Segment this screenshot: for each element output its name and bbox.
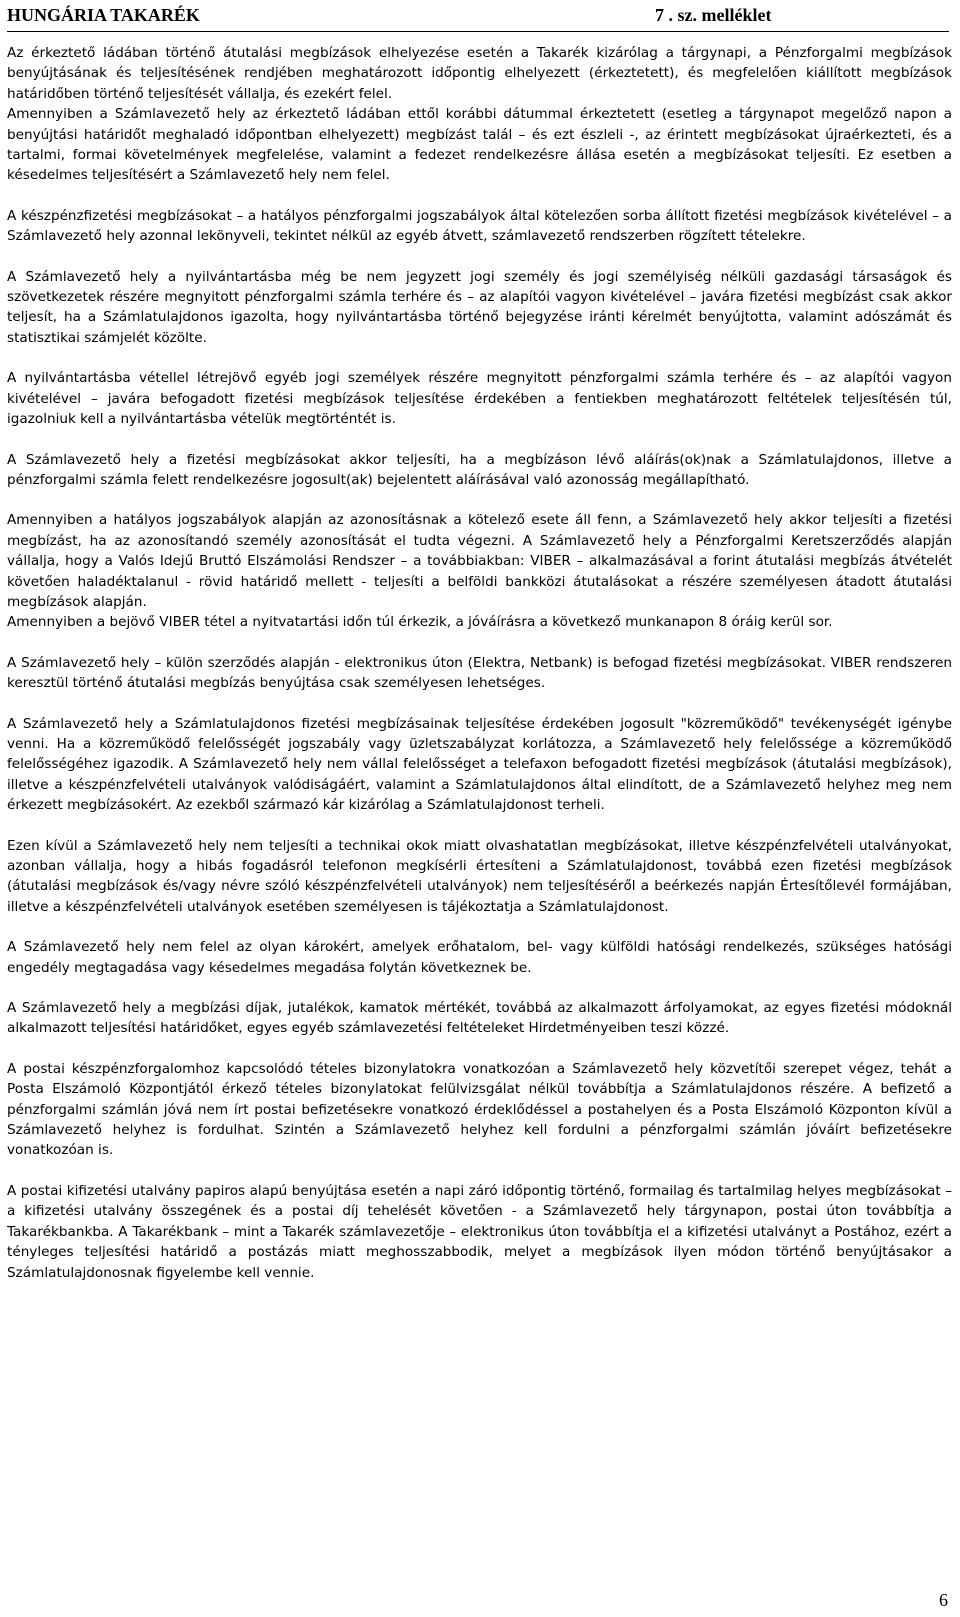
header-attachment-label: 7 . sz. melléklet (655, 5, 772, 25)
paragraph: A készpénzfizetési megbízásokat – a hatályos pénzforgalmi jogszabályok által kötelezően sorba állított fizetési megbízások kivételével – a Számlavezető hely azonnal lekönyveli, tekintet nélkül az egyéb átvett, számlavezető rendszerben rögzített tételekre. (7, 207, 952, 245)
page-number: 6 (939, 1590, 948, 1610)
paragraph: Amennyiben a bejövő VIBER tétel a nyitvatartási időn túl érkezik, a jóváírásra a következő munkanapon 8 óráig kerül sor. (7, 614, 833, 631)
paragraph: A Számlavezető hely a nyilvántartásba még be nem jegyzett jogi személy és jogi személyiség nélküli gazdasági társaságok és szövetkezetek részére megnyitott pénzforgalmi számla terhére és – az alapítói vagyon kivételével – javára fizetési megbízást csak akkor teljesít, ha a Számlatulajdonos igazolta, hogy nyilvántartásba történő bejegyzése iránti kérelmét benyújtotta, valamint adószámát és statisztikai számjelét közölte. (7, 268, 952, 346)
paragraph: Az érkeztető ládában történő átutalási megbízások elhelyezése esetén a Takarék kizárólag a tárgynapi, a Pénzforgalmi megbízások benyújtásának és teljesítésének rendjében meghatározott időpontig elhelyezett (érkeztetett), és megfelelően kiállított megbízások határidőben történő teljesítését vállalja, és ezekért felel. (7, 45, 952, 102)
header-bank-name: HUNGÁRIA TAKARÉK (7, 5, 200, 25)
paragraph: A postai készpénzforgalomhoz kapcsolódó tételes bizonylatokra vonatkozóan a Számlavezető hely közvetítői szerepet végez, tehát a Posta Elszámoló Központjától érkező tételes bizonylatokat felülvizsgálat nélkül továbbítja a Számlatulajdonos részére. A befizető a pénzforgalmi számlán jóvá nem írt postai befizetésekre vonatkozó érdeklődéssel a postahelyen és a Posta Elszámoló Központon kívül a Számlavezető helyhez is fordulhat. Szintén a Számlavezető helyhez kell fordulni a pénzforgalmi számlán jóváírt befizetésekre vonatkozóan is. (7, 1060, 952, 1159)
page-header (7, 5, 949, 32)
paragraph: A Számlavezető hely a megbízási díjak, jutalékok, kamatok mértékét, továbbá az alkalmazott árfolyamokat, az egyes fizetési módoknál alkalmazott teljesítési határidőket, egyes egyéb számlavezetési feltételeket Hirdetményeiben teszi közzé. (7, 1000, 952, 1037)
paragraph: A Számlavezető hely – külön szerződés alapján - elektronikus úton (Elektra, Netbank) is befogad fizetési megbízásokat. VIBER rendszeren keresztül történő átutalási megbízás benyújtása csak személyesen lehetséges. (7, 654, 952, 692)
paragraph: A Számlavezető hely a fizetési megbízásokat akkor teljesíti, ha a megbízáson lévő aláírás(ok)nak a Számlatulajdonos, illetve a pénzforgalmi számla felett rendelkezésre jogosult(ak) bejelentett aláírásával való azonosság megállapítható. (7, 451, 952, 488)
paragraph: A postai kifizetési utalvány papiros alapú benyújtása esetén a napi záró időpontig történő, formailag és tartalmilag helyes megbízásokat – a kifizetési utalvány összegének és a postai díj tehelését követően - a Számlavezető hely tárgynapon, postai úton továbbítja a Takarékbankba. A Takarékbank – mint a Takarék számlavezetője – elektronikus úton továbbítja el a kifizetési utalványt a Postához, ezért a tényleges teljesítési határidő a postázás miatt meghosszabbodik, melyet a megbízások ilyen módon történő benyújtásakor a Számlatulajdonosnak figyelembe kell vennie. (7, 1182, 952, 1281)
paragraph: A Számlavezető hely a Számlatulajdonos fizetési megbízásainak teljesítése érdekében jogosult "közreműködő" tevékenységét igénybe venni. Ha a közreműködő felelősségét jogszabály vagy üzletszabályzat korlátozza, a Számlavezető hely felelőssége a közreműködő felelősségéhez igazodik. A Számlavezető hely nem vállal felelősséget a telefaxon befogadott fizetési megbízások (átutalási megbízások), illetve a készpénzfelvételi utalványok valódiságáért, valamint a Számlatulajdonos által elindított, de a Számlavezető helyhez meg nem érkezett megbízásokért. Az ezekből származó kár kizárólag a Számlatulajdonost terheli. (7, 715, 952, 814)
paragraph: Amennyiben a hatályos jogszabályok alapján az azonosításnak a kötelező esete áll fenn, a Számlavezető hely akkor teljesíti a fizetési megbízást, ha az azonosítandó személy azonosítását el tudta végezni. A Számlavezető hely a Pénzforgalmi Keretszerződés alapján vállalja, hogy a Valós Idejű Bruttó Elszámolási Rendszer – a továbbiakban: VIBER – alkalmazásával a forint átutalási megbízás átvételét követően haladéktalanul - rövid határidő mellett - teljesíti a belföldi bankközi átutalásokat a részére személyesen átadott átutalási megbízások alapján. (7, 512, 952, 610)
document-body (7, 43, 952, 1303)
paragraph: A nyilvántartásba vétellel létrejövő egyéb jogi személyek részére megnyitott pénzforgalmi számla terhére és – az alapítói vagyon kivételével – javára befogadott fizetési megbízások teljesítése érdekében a fentiekben meghatározott feltételek teljesítésén túl, igazolniuk kell a nyilvántartásba vételük megtörténtét is. (7, 370, 952, 428)
paragraph: Ezen kívül a Számlavezető hely nem teljesíti a technikai okok miatt olvashatatlan megbízásokat, illetve készpénzfelvételi utalványokat, azonban vállalja, hogy a hibás fogadásról telefonon megkísérli értesíteni a Számlatulajdonost, továbbá ezen fizetési megbízások (átutalási megbízások és/vagy névre szóló készpénzfelvételi utalványok) nem teljesítéséről a beérkezés napján Értesítőlevél formájában, illetve a készpénzfelvételi utalványok esetében személyesen is tájékoztatja a Számlatulajdonost. (7, 837, 952, 915)
paragraph: Amennyiben a Számlavezető hely az érkeztető ládában ettől korábbi dátummal érkeztetett (esetleg a tárgynapot megelőző napon a benyújtási határidőt meghaladó időpontban elhelyezett) megbízást talál – és ezt észleli -, az érintett megbízásokat újraérkezteti, és a tartalmi, formai követelmények megfelelése, valamint a fedezet rendelkezésre állása esetén a megbízásokat teljesíti. Ez esetben a késedelmes teljesítésért a Számlavezető hely nem felel. (7, 106, 952, 184)
paragraph: A Számlavezető hely nem felel az olyan károkért, amelyek erőhatalom, bel- vagy külföldi hatósági rendelkezés, szükséges hatósági engedély megtagadása vagy késedelmes megadása folytán következnek be. (7, 939, 952, 976)
